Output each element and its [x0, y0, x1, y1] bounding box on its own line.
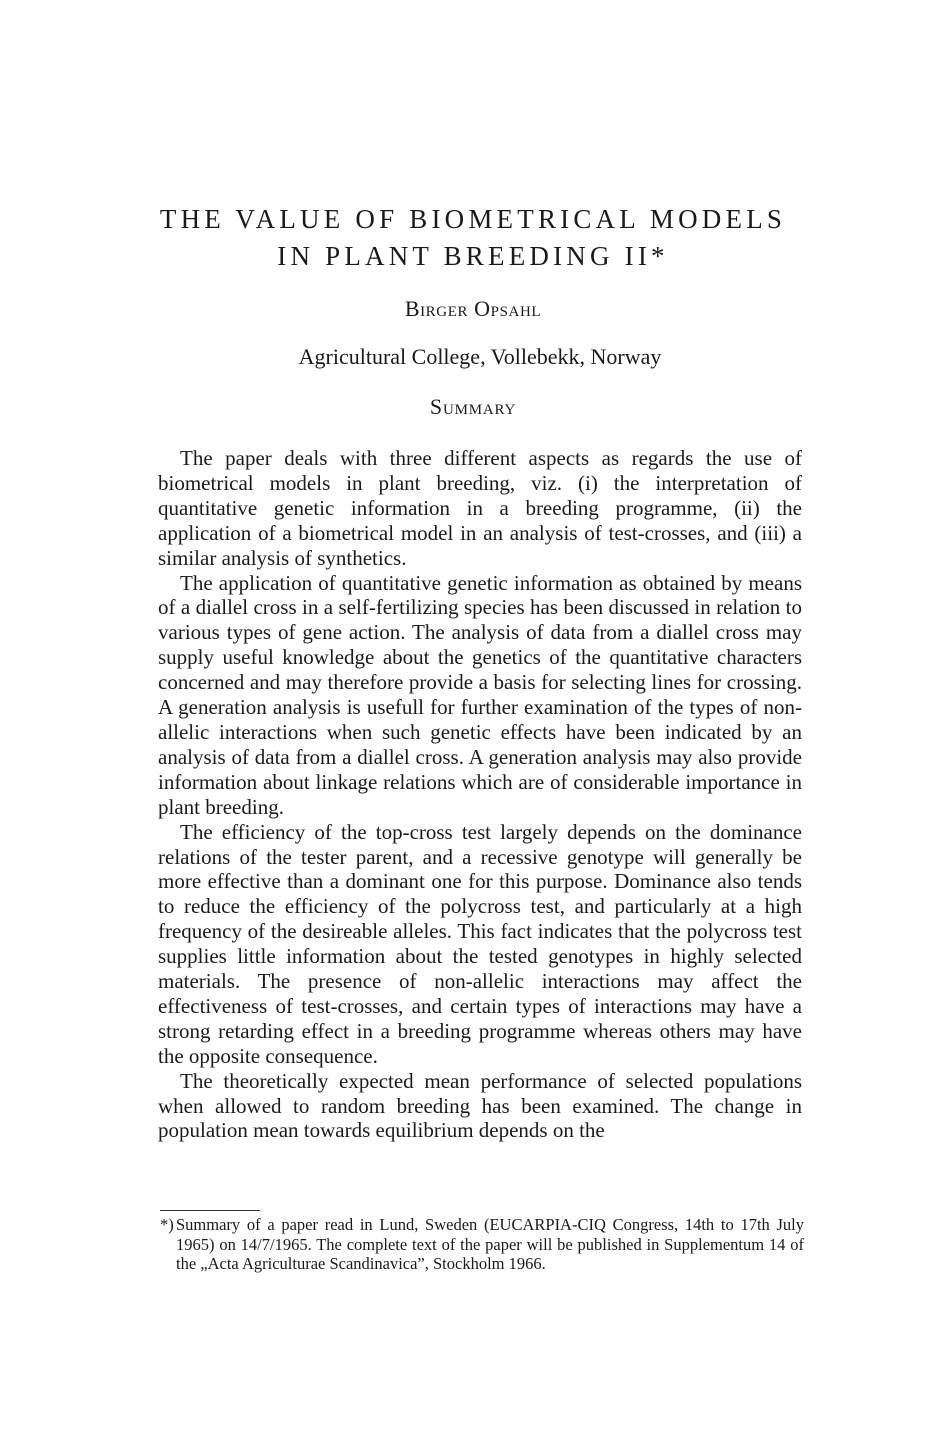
- title-line-2: IN PLANT BREEDING II*: [277, 241, 669, 271]
- author-affiliation: Agricultural College, Vollebekk, Norway: [298, 344, 662, 369]
- summary-body: [158, 446, 802, 1143]
- author-name: Birger Opsahl: [404, 296, 542, 321]
- footnote-marker: *): [160, 1215, 174, 1234]
- summary-paragraph: The paper deals with three different aspects as regards the use of biometrical models in plant breeding, viz. (i) the interpretation of quantitative genetic information in a breeding programme, (ii) the application of a biometrical model in an analysis of test-crosses, and (iii) a similar analysis of synthetics.: [158, 446, 802, 570]
- footnote-text: Summary of a paper read in Lund, Sweden (EUCARPIA-CIQ Congress, 14th to 17th July 1965) on 14/7/1965. The complete text of the paper will be published in Supplementum 14 of the „Acta Agriculturae Scandinavica”, Stockholm 1966.: [176, 1215, 804, 1274]
- summary-paragraph: The theoretically expected mean performance of selected populations when allowed to random breeding has been examined. The change in population mean towards equilibrium depends on the: [158, 1068, 802, 1143]
- footnote: [160, 1215, 804, 1274]
- summary-heading: Summary: [429, 394, 517, 419]
- summary-paragraph: The application of quantitative genetic information as obtained by means of a diallel cross in a self-fertilizing species has been discussed in relation to various types of gene action. The analysis of data from a diallel cross may supply useful knowledge about the genetics of the quantitative characters concerned and may therefore provide a basis for selecting lines for crossing. A generation analysis is usefull for further examination of the types of non-allelic interactions when such genetic effects have been indicated by an analysis of data from a diallel cross. A generation analysis may also provide information about linkage relations which are of considerable importance in plant breeding.: [158, 570, 802, 819]
- summary-paragraph: The efficiency of the top-cross test largely depends on the dominance relations of the tester parent, and a recessive genotype will generally be more effective than a dominant one for this purpose. Dominance also tends to reduce the efficiency of the polycross test, and particularly at a high frequency of the desireable alleles. This fact indicates that the polycross test supplies little information about the tested genotypes in highly selected materials. The presence of non-allelic interactions may affect the effectiveness of test-crosses, and certain types of interactions may have a strong retarding effect in a breeding programme whereas others may have the opposite consequence.: [158, 819, 802, 1068]
- footnote-divider: [160, 1210, 260, 1211]
- title-line-1: THE VALUE OF BIOMETRICAL MODELS: [159, 204, 787, 234]
